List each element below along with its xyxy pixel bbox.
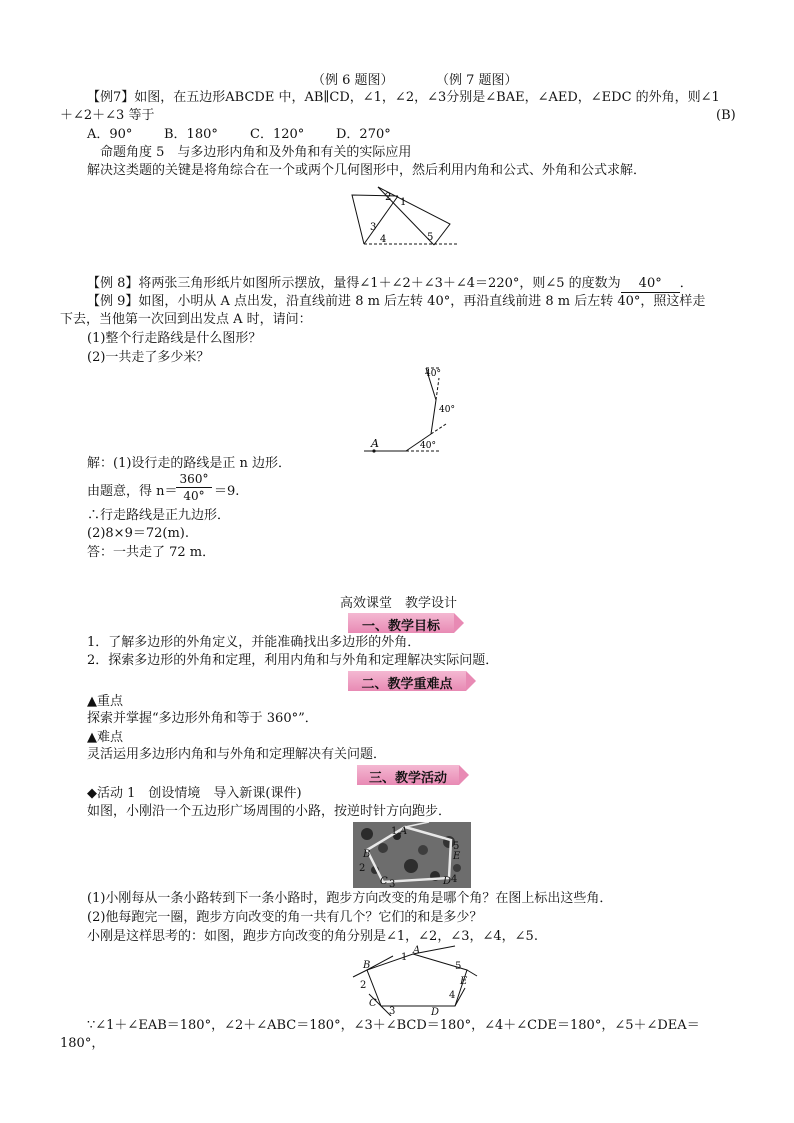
path-angle-label-top: 40° bbox=[425, 369, 441, 379]
pent-label-a: A bbox=[413, 945, 421, 956]
solution-step-5: 答：一共走了 72 m． bbox=[87, 545, 216, 560]
photo-label-2: 2 bbox=[359, 863, 366, 874]
banner-key-points bbox=[348, 671, 466, 691]
angle-5-heading: 命题角度 5 与多边形内角和及外角和有关的实际应用 bbox=[100, 145, 412, 160]
activity-1-title: ◆活动 1 创设情境 导入新课(课件) bbox=[87, 786, 302, 801]
pent-label-3: 3 bbox=[389, 1006, 396, 1016]
path-angle-label-bottom: 40° bbox=[420, 441, 436, 451]
caption-example-7: （例 7 题图） bbox=[436, 73, 518, 88]
key-point-text: 探索并掌握“多边形外角和等于 360°”． bbox=[87, 711, 318, 726]
pent-label-2: 2 bbox=[360, 980, 367, 991]
pentagon-exterior-angles-figure bbox=[345, 944, 485, 1016]
walking-path-figure bbox=[360, 364, 460, 454]
example-7-option-c: C．120° bbox=[250, 127, 305, 142]
example-9-line-2: 下去，当他第一次回到出发点 A 时，请问： bbox=[60, 312, 312, 327]
photo-label-e: E bbox=[453, 851, 461, 862]
example-7-option-d: D．270° bbox=[336, 127, 391, 142]
example-7-answer: (B) bbox=[716, 108, 736, 123]
photo-label-3: 3 bbox=[389, 879, 396, 888]
fig8-label-1: 1 bbox=[400, 197, 407, 208]
example-7-text: 如图，在五边形ABCDE 中，AB∥CD，∠1，∠2，∠3分别是∠BAE，∠AED，∠EDC 的外角，则∠1 bbox=[134, 90, 720, 105]
difficulty-text: 灵活运用多边形内角和与外角和定理解决有关问题． bbox=[87, 747, 387, 762]
example-7-label: 【例7】 bbox=[87, 90, 135, 105]
final-equation-line-1: ∵∠1＋∠EAB＝180°，∠2＋∠ABC＝180°，∠3＋∠BCD＝180°，∠4＋∠CDE＝180°，∠5＋∠DEA＝ bbox=[87, 1018, 700, 1033]
pent-label-d: D bbox=[431, 1007, 440, 1016]
photo-label-1: 1 bbox=[391, 826, 398, 837]
solution-step-3: ∴行走路线是正九边形． bbox=[87, 508, 231, 523]
solution-step-4: (2)8×9＝72(m). bbox=[87, 526, 189, 541]
caption-example-6: （例 6 题图） bbox=[312, 73, 394, 88]
fig8-label-3: 3 bbox=[370, 222, 377, 233]
example-9-question-1: (1)整个行走路线是什么图形？ bbox=[87, 331, 262, 346]
teaching-goal-1: 1．了解多边形的外角定义，并能准确找出多边形的外角． bbox=[87, 635, 421, 650]
banner-teaching-goals bbox=[348, 613, 454, 633]
example-8-end: ． bbox=[679, 276, 693, 291]
difficulty-label: ▲难点 bbox=[87, 730, 123, 745]
activity-thinking: 小刚是这样思考的：如图，跑步方向改变的角分别是∠1，∠2，∠3，∠4，∠5. bbox=[87, 929, 538, 944]
solution-fraction bbox=[176, 472, 212, 503]
pent-label-e: E bbox=[460, 976, 468, 987]
banner-activities bbox=[357, 765, 459, 785]
key-point-label: ▲重点 bbox=[87, 694, 123, 709]
design-header: 高效课堂 教学设计 bbox=[340, 596, 458, 611]
pent-label-b: B bbox=[363, 960, 371, 971]
teaching-goal-2: 2．探索多边形的外角和定理，利用内角和与外角和定理解决实际问题． bbox=[87, 653, 499, 668]
example-8 bbox=[87, 276, 693, 293]
example-8-answer: 40° bbox=[621, 276, 680, 293]
example-7-line-2: ＋∠2＋∠3 等于 bbox=[60, 108, 155, 123]
photo-label-a: A bbox=[400, 826, 408, 837]
solution-step-1: 解：(1)设行走的路线是正 n 边形． bbox=[87, 456, 292, 471]
example-9-text: 如图，小明从 A 点出发，沿直线前进 8 m 后左转 40°，再沿直线前进 8 m 后左转 40°，照这样走 bbox=[138, 294, 706, 309]
final-equation-line-2: 180°， bbox=[60, 1036, 105, 1051]
path-angle-label-middle: 40° bbox=[439, 405, 455, 415]
example-8-label: 【例 8】 bbox=[87, 276, 139, 291]
pent-label-1: 1 bbox=[401, 952, 408, 963]
banner-teaching-goals-label: 一、教学目标 bbox=[361, 619, 440, 634]
solution-step-2-prefix: 由题意，得 n＝ bbox=[87, 484, 178, 499]
fraction-denominator: 40° bbox=[183, 489, 205, 503]
fraction-numerator: 360° bbox=[179, 472, 209, 486]
solution-step-2-suffix: ＝9. bbox=[214, 484, 240, 499]
fig8-label-2: 2 bbox=[385, 192, 392, 203]
activity-question-2: (2)他每跑完一圈，跑步方向改变的角一共有几个？它们的和是多少？ bbox=[87, 910, 483, 925]
pent-label-c: C bbox=[369, 998, 377, 1009]
two-triangles-figure bbox=[350, 182, 466, 254]
photo-label-5: 5 bbox=[453, 841, 460, 852]
pentagon-square-photo bbox=[353, 822, 471, 888]
example-9-question-2: (2)一共走了多少米？ bbox=[87, 350, 210, 365]
fig8-label-4: 4 bbox=[380, 234, 387, 245]
example-7-option-b: B．180° bbox=[164, 127, 218, 142]
photo-label-c: C bbox=[380, 876, 388, 887]
angle-5-text: 解决这类题的关键是将角综合在一个或两个几何图形中，然后利用内角和公式、外角和公式求解． bbox=[87, 163, 647, 178]
example-7-line-1 bbox=[87, 90, 720, 106]
pent-label-5: 5 bbox=[455, 961, 462, 972]
example-7-option-a: A．90° bbox=[87, 127, 133, 142]
example-9-label: 【例 9】 bbox=[87, 294, 139, 309]
example-8-text: 将两张三角形纸片如图所示摆放，量得∠1＋∠2＋∠3＋∠4＝220°，则∠5 的度数为 bbox=[138, 276, 621, 291]
activity-1-text: 如图，小刚沿一个五边形广场周围的小路，按逆时针方向跑步． bbox=[87, 804, 452, 819]
banner-key-points-label: 二、教学重难点 bbox=[361, 677, 453, 692]
activity-question-1: (1)小刚每从一条小路转到下一条小路时，跑步方向改变的角是哪个角？在图上标出这些角． bbox=[87, 891, 613, 906]
photo-label-4: 4 bbox=[451, 874, 458, 885]
photo-label-b: B bbox=[363, 849, 371, 860]
pent-label-4: 4 bbox=[449, 990, 456, 1001]
banner-activities-label: 三、教学活动 bbox=[368, 771, 447, 786]
path-point-a: A bbox=[371, 437, 379, 450]
fig8-label-5: 5 bbox=[427, 232, 434, 243]
example-9-line-1 bbox=[87, 294, 705, 310]
photo-label-d: D bbox=[443, 876, 452, 887]
